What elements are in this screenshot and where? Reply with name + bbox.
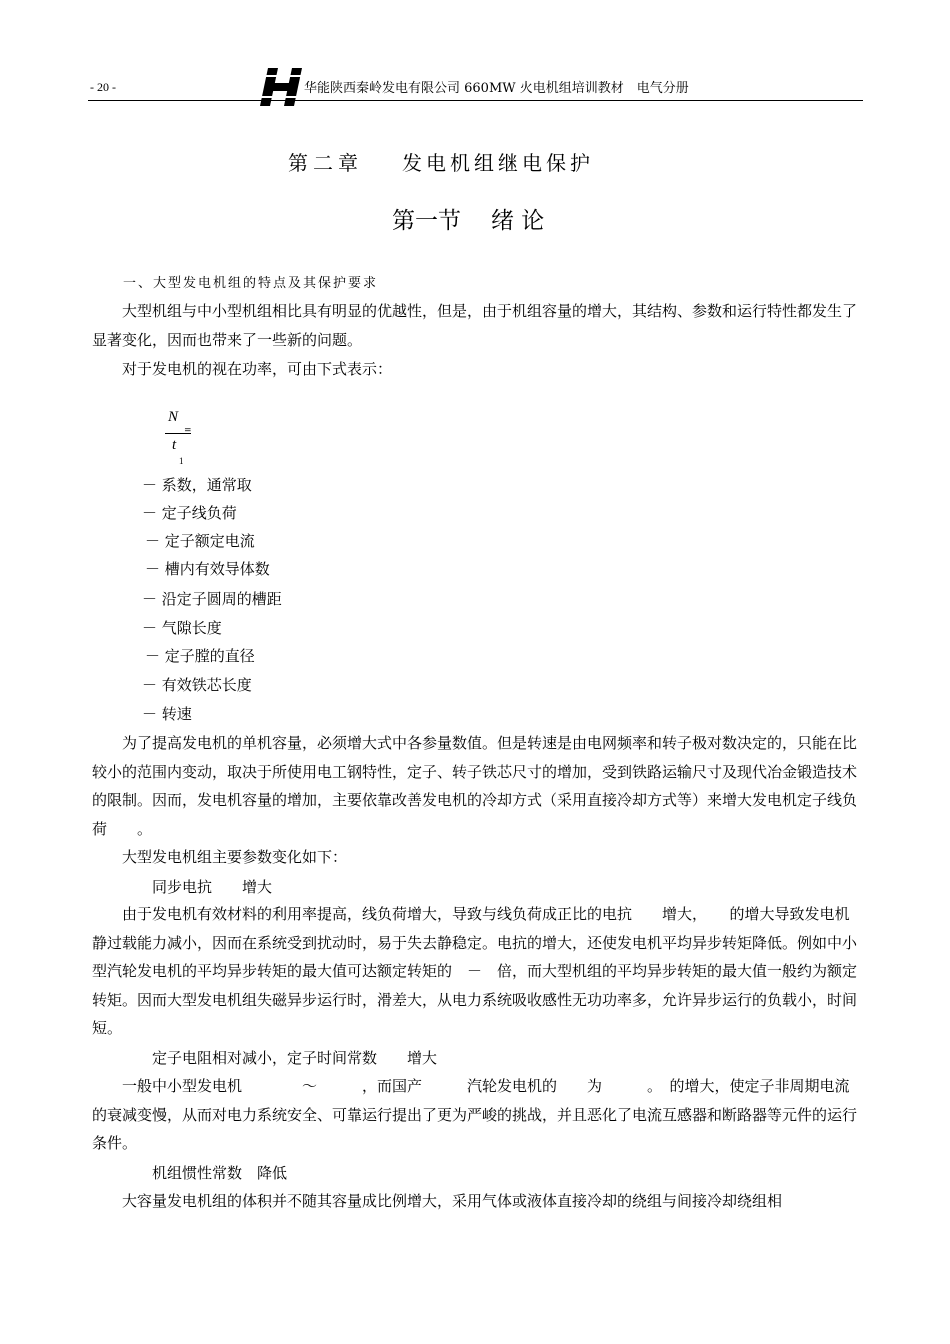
definition-item: － 定子线负荷 <box>142 504 237 522</box>
chapter-number: 第二章 <box>288 151 363 175</box>
section-name: 绪 论 <box>491 208 545 234</box>
definition-item: － 有效铁芯长度 <box>142 676 252 694</box>
paragraph: 大容量发电机组的体积并不随其容量成比例增大，采用气体或液体直接冷却的绕组与间接冷却绕组相 <box>122 1192 783 1210</box>
definition-item: － 转速 <box>142 705 192 723</box>
formula-denominator: t <box>172 437 177 453</box>
paragraph: 大型机组与中小型机组相比具有明显的优越性，但是，由于机组容量的增大，其结构、参数和运行特性都发生了显著变化，因而也带来了一些新的问题。 <box>92 302 858 349</box>
formula-subscript: 1 <box>179 456 184 466</box>
paragraph: 由于发电机有效材料的利用率提高，线负荷增大，导致与线负荷成正比的电抗 增大， 的增大导致发电机静过载能力减小，因而在系统受到扰动时，易于失去静稳定。电抗的增大，还使发电机平均异步转矩降低。例如中小型汽轮发电机的平均异步转矩的最大值可达额定转矩的 － 倍，而大型机组的平均异步转矩的最大值一般约为额定转矩。因而大型发电机组失磁异步运行时，滑差大，从电力系统吸收感性无功功率多，允许异步运行的负载小，时间短。 <box>92 905 858 1037</box>
chapter-title: 发电机组继电保护 <box>402 151 594 175</box>
list-item: 定子电阻相对减小，定子时间常数 增大 <box>152 1049 438 1067</box>
definition-item: － 定子额定电流 <box>145 532 255 550</box>
definition-item: － 定子膛的直径 <box>145 647 255 665</box>
list-item: 机组惯性常数 降低 <box>152 1164 288 1182</box>
definition-item: － 沿定子圆周的槽距 <box>142 590 282 608</box>
list-item: 同步电抗 增大 <box>152 878 273 896</box>
subheading: 一、大型发电机组的特点及其保护要求 <box>123 276 379 291</box>
section-number: 第一节 <box>392 208 461 234</box>
paragraph: 一般中小型发电机 ～ ，而国产 汽轮发电机的 为 。 的增大，使定子非周期电流的衰减变慢，从而对电力系统安全、可靠运行提出了更为严峻的挑战，并且恶化了电流互感器和断路器等元件的运行条件。 <box>92 1077 858 1152</box>
company-logo-icon <box>258 66 308 108</box>
definition-item: － 槽内有效导体数 <box>145 560 270 578</box>
section-title <box>392 202 544 235</box>
paragraph: 对于发电机的视在功率，可由下式表示： <box>122 360 393 378</box>
header-title: 华能陕西秦岭发电有限公司 660MW 火电机组培训教材 电气分册 <box>304 81 689 96</box>
definition-item: － 系数，通常取 <box>142 476 252 494</box>
paragraph: 为了提高发电机的单机容量，必须增大式中各参量数值。但是转速是由电网频率和转子极对数决定的，只能在比较小的范围内变动，取决于所使用电工钢特性，定子、转子铁芯尺寸的增加，受到铁路运输尺寸及现代冶金锻造技术的限制。因而，发电机容量的增加，主要依靠改善发电机的冷却方式（采用直接冷却方式等）来增大发电机定子线负荷 。 <box>92 734 858 838</box>
definition-item: － 气隙长度 <box>142 619 222 637</box>
formula-mark: = <box>184 426 192 436</box>
header-rule <box>88 100 863 101</box>
page-number: - 20 - <box>90 80 116 94</box>
formula-numerator: N <box>168 409 179 425</box>
paragraph: 大型发电机组主要参数变化如下： <box>122 848 348 866</box>
